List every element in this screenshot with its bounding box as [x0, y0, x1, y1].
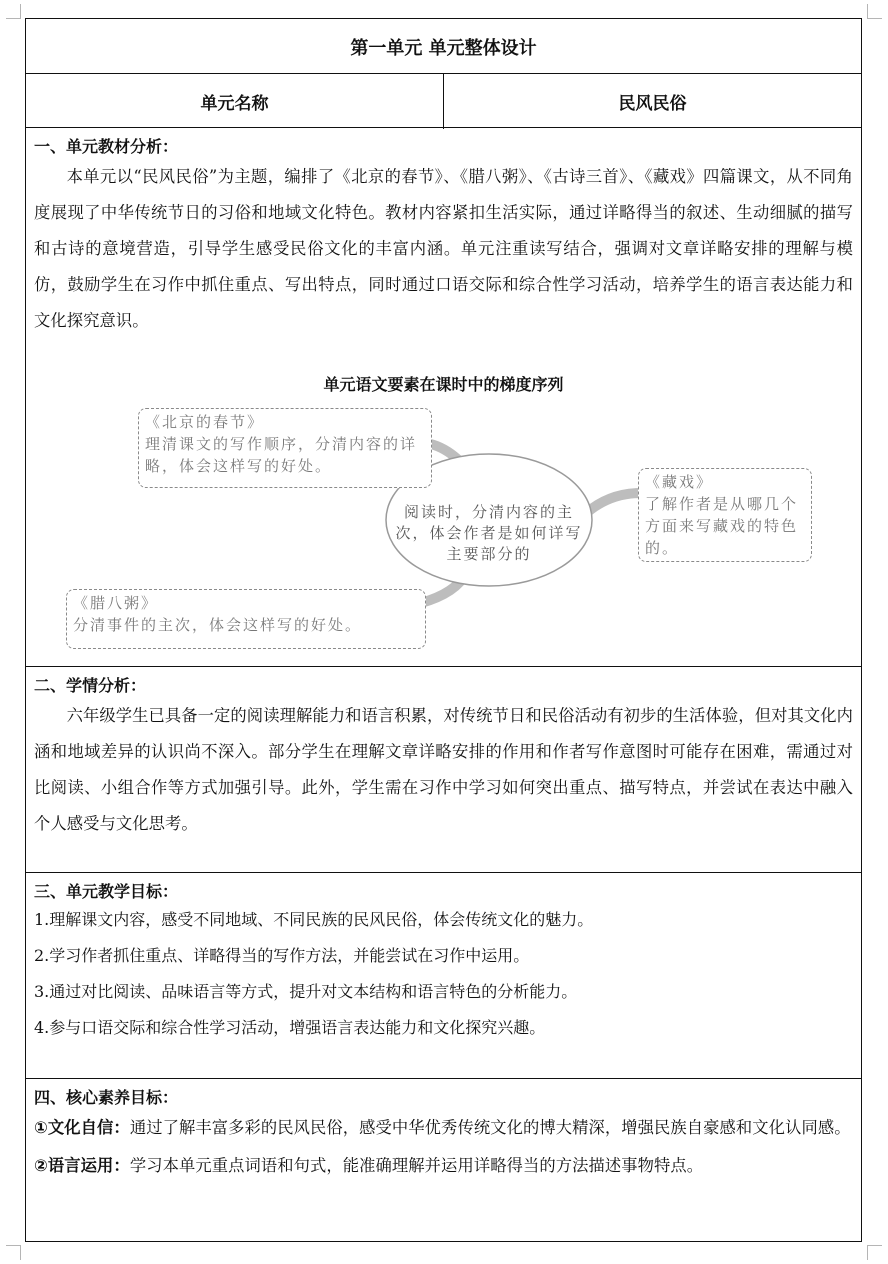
- unit-name-value: 民风民俗: [618, 94, 687, 114]
- section3-heading: 三、单元教学目标：: [34, 882, 179, 901]
- section1-paragraph: 本单元以“民风民俗”为主题，编排了《北京的春节》、《腊八粥》、《古诗三首》、《藏戏》四篇课文，从不同角度展现了中华传统节日的习俗和地域文化特色。教材内容紧扣生活实际，通过详略得当的叙述、生动细腻的描写和古诗的意境营造，引导学生感受民俗文化的丰富内涵。单元注重读写结合，强调对文章详略安排的理解与模仿，鼓励学生在习作中抓住重点、写出特点，同时通过口语交际和综合性学习活动，培养学生的语言表达能力和文化探究意识。: [34, 167, 853, 330]
- objective-item: 1.理解课文内容，感受不同地域、不同民族的民风民俗，体会传统文化的魅力。: [34, 910, 594, 929]
- literacy-item-number: ①: [34, 1118, 48, 1137]
- unit-name-row: [26, 73, 861, 129]
- element-gradient-diagram: [26, 398, 863, 658]
- box-labazhou-text: 分清事件的主次，体会这样写的好处。: [73, 616, 363, 634]
- diagram-title: 单元语文要素在课时中的梯度序列: [323, 375, 564, 394]
- objective-item: 2.学习作者抓住重点、详略得当的写作方法，并能尝试在习作中运用。: [34, 946, 530, 965]
- unit-design-table: [25, 18, 862, 1242]
- section4-heading: 四、核心素养目标：: [34, 1088, 179, 1107]
- literacy-item-cultural-confidence: [34, 1110, 853, 1146]
- box-zangxi-text: 了解作者是从哪几个方面来写藏戏的特色的。: [645, 495, 799, 557]
- unit-name-label: 单元名称: [26, 74, 444, 129]
- literacy-item-number: ②: [34, 1156, 48, 1175]
- section2-paragraph: 六年级学生已具备一定的阅读理解能力和语言积累，对传统节日和民俗活动有初步的生活体验，但对其文化内涵和地域差异的认识尚不深入。部分学生在理解文章详略安排的作用和作者写作意图时可能存在困难，需通过对比阅读、小组合作等方式加强引导。此外，学生需在习作中学习如何突出重点、描写特点，并尝试在表达中融入个人感受与文化思考。: [34, 706, 853, 833]
- literacy-item-key: 语言运用：: [47, 1156, 130, 1175]
- section-learner-analysis: [26, 666, 861, 874]
- section1-heading: 一、单元教材分析：: [34, 137, 179, 156]
- page-corner-mark: [6, 1245, 21, 1260]
- box-beijing-title: 《北京的春节》: [145, 413, 265, 431]
- section2-heading: 二、学情分析：: [34, 676, 147, 695]
- box-beijing-spring-festival: [138, 408, 432, 488]
- page-corner-mark: [867, 4, 882, 19]
- box-labazhou-title: 《腊八粥》: [73, 594, 159, 612]
- box-labazhou: [66, 589, 426, 649]
- objective-item: 3.通过对比阅读、品味语言等方式，提升对文本结构和语言特色的分析能力。: [34, 982, 578, 1001]
- box-zangxi: [638, 468, 812, 562]
- literacy-item-key: 文化自信：: [47, 1118, 130, 1137]
- center-core-element: 阅读时，分清内容的主次，体会作者是如何详写主要部分的: [395, 503, 583, 563]
- section-core-literacy: [26, 1078, 861, 1243]
- section-textbook-analysis: [26, 127, 861, 668]
- objective-item: 4.参与口语交际和综合性学习活动，增强语言表达能力和文化探究兴趣。: [34, 1018, 546, 1037]
- page-corner-mark: [6, 4, 21, 19]
- section-teaching-objectives: [26, 872, 861, 1080]
- box-zangxi-title: 《藏戏》: [645, 473, 714, 491]
- literacy-item-text: 通过了解丰富多彩的民风民俗，感受中华优秀传统文化的博大精深，增强民族自豪感和文化认同感。: [129, 1118, 851, 1137]
- page-title: [26, 19, 861, 75]
- page-title-text: 第一单元 单元整体设计: [350, 38, 537, 59]
- literacy-item-language-use: [34, 1148, 853, 1184]
- box-beijing-text: 理清课文的写作顺序，分清内容的详略，体会这样写的好处。: [145, 435, 418, 475]
- page-corner-mark: [867, 1245, 882, 1260]
- literacy-item-text: 学习本单元重点词语和句式，能准确理解并运用详略得当的方法描述事物特点。: [129, 1156, 704, 1175]
